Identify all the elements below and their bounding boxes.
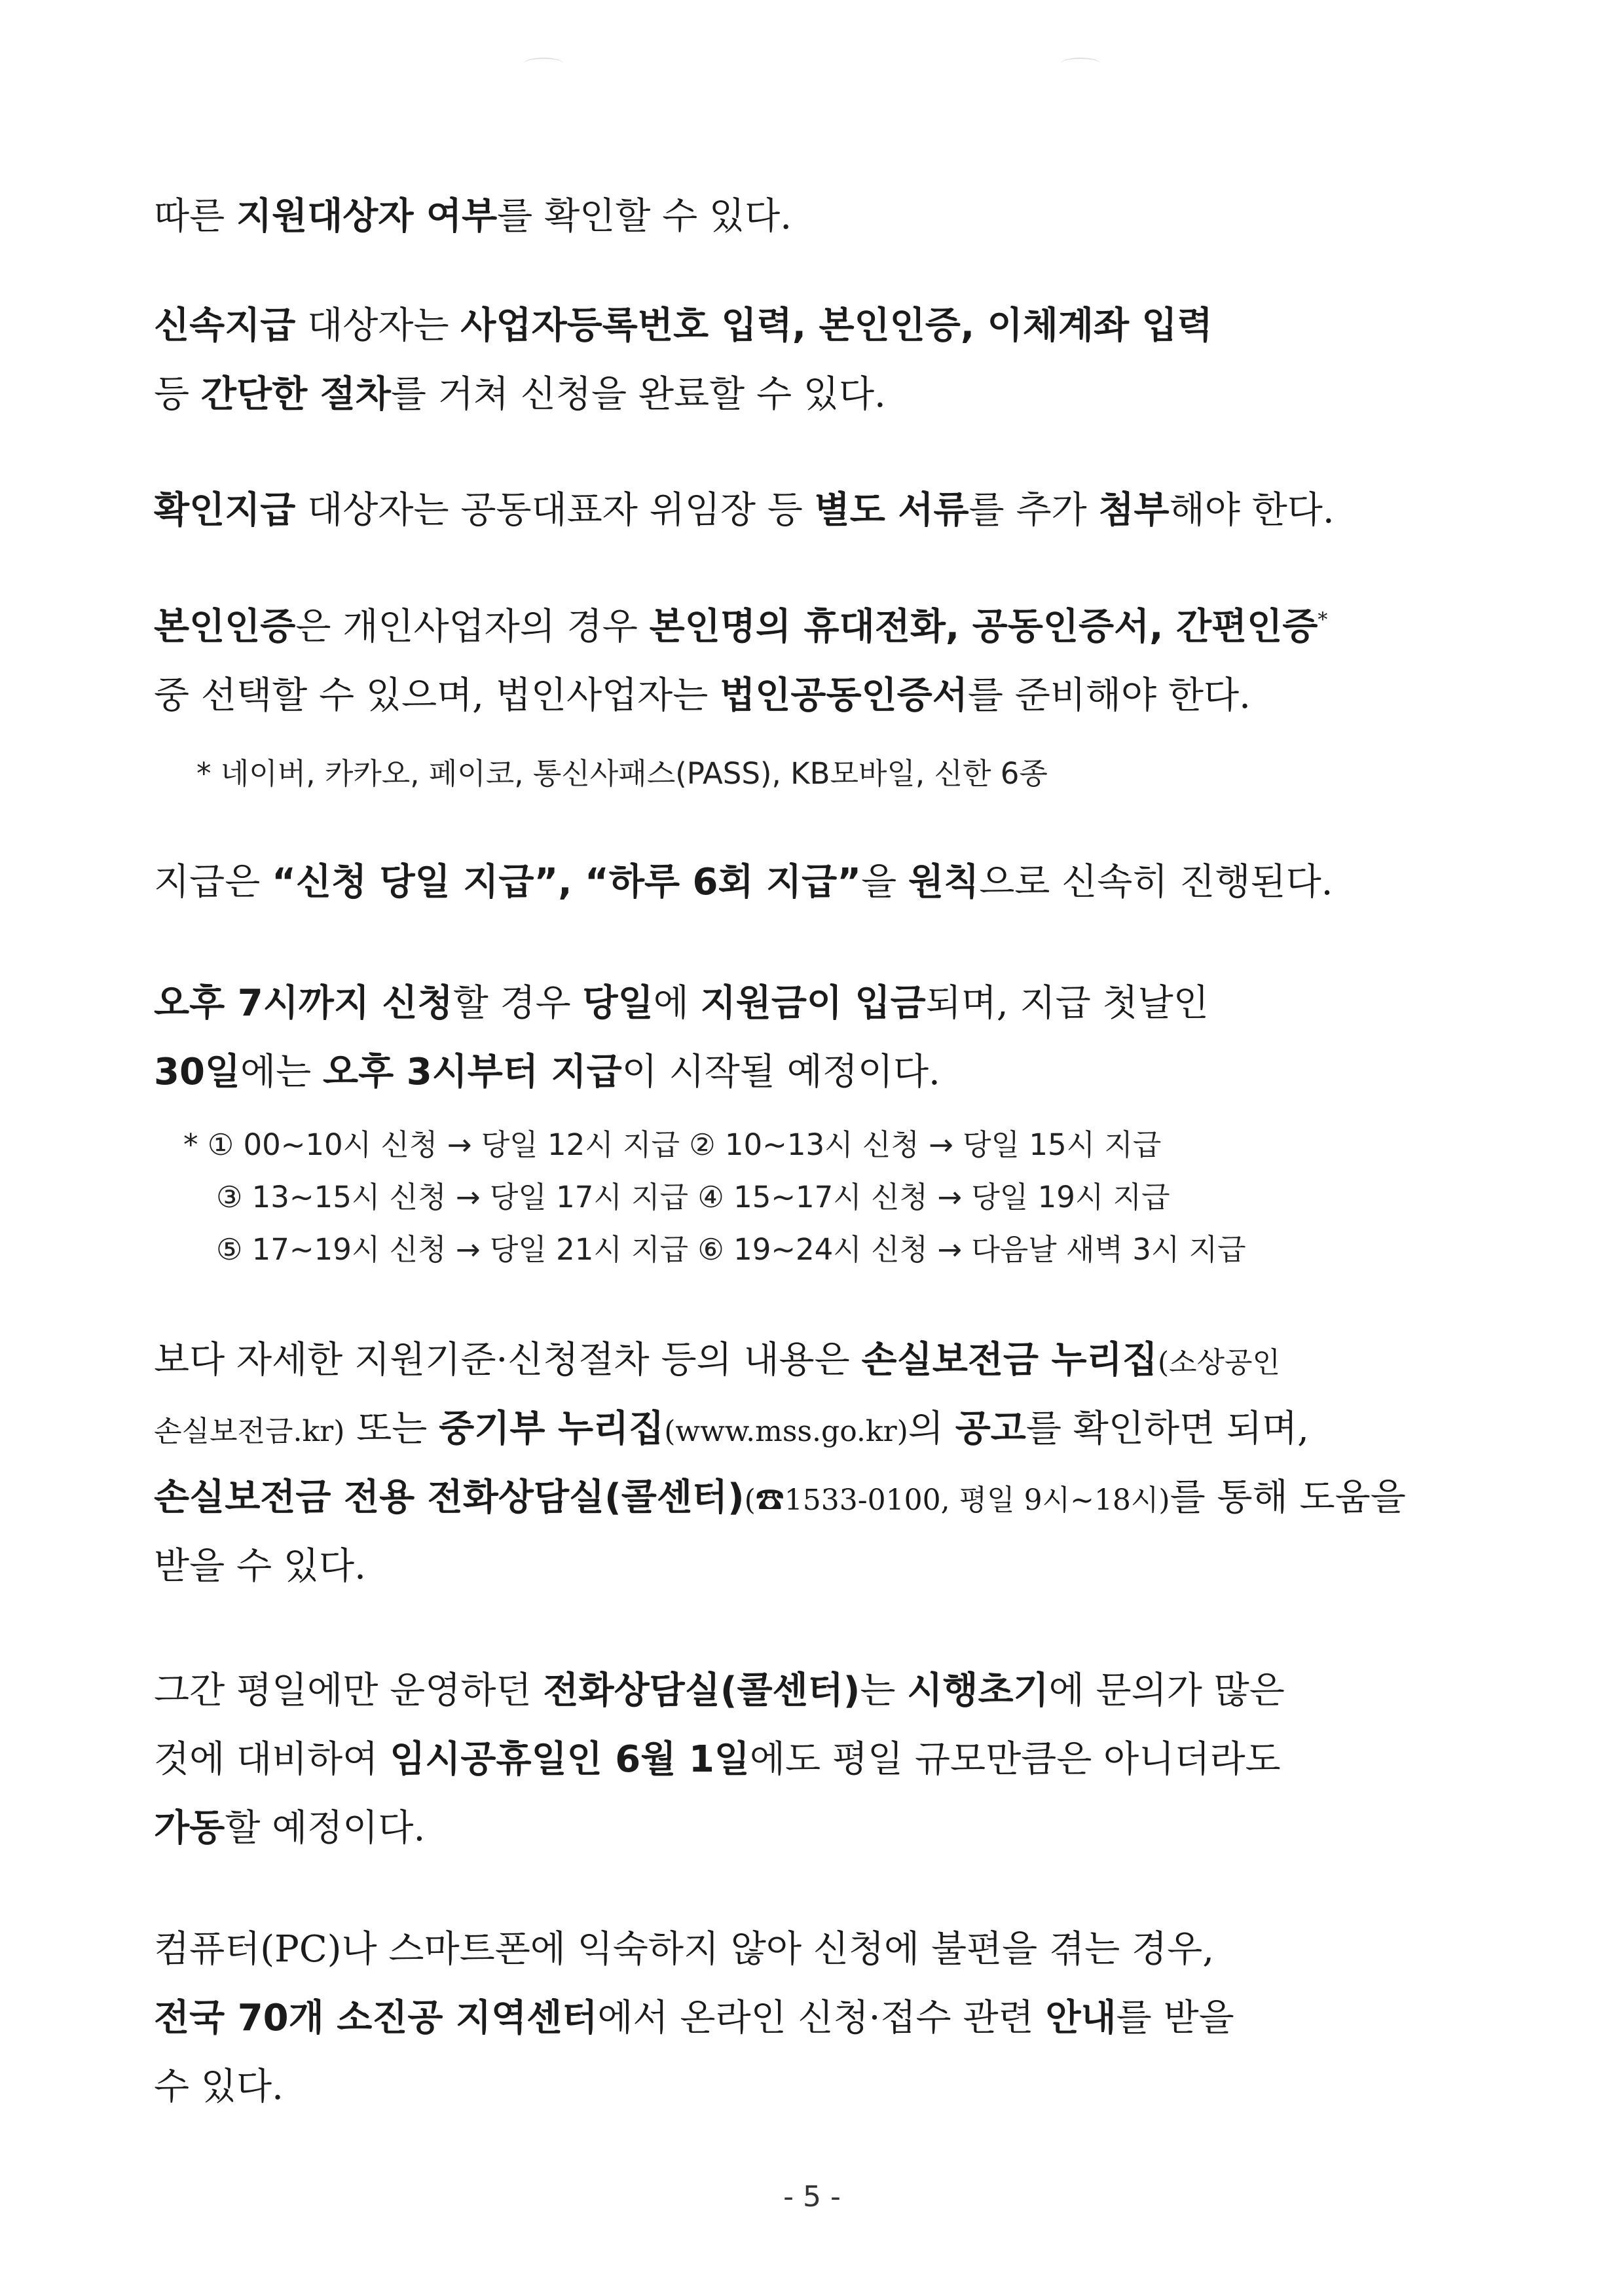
paragraph-line <box>154 360 1470 429</box>
body-text: (www.mss.go.kr) <box>664 1415 908 1448</box>
body-text: 를 확인하면 되며, <box>1025 1408 1309 1450</box>
body-text: 지급은 <box>154 861 272 903</box>
emphasis-text: 오후 7시까지 신청 <box>154 982 453 1025</box>
body-text: 에 <box>653 982 701 1025</box>
body-text: 를 받을 <box>1116 1997 1234 2039</box>
body-text: (☎1533-0100, 평일 9시~18시) <box>744 1484 1170 1517</box>
body-text: 를 확인할 수 있다. <box>497 195 792 238</box>
paragraph-line <box>154 1038 1470 1106</box>
body-text: 할 예정이다. <box>225 1807 426 1850</box>
body-text: 을 <box>861 861 908 903</box>
emphasis-text: 사업자등록번호 입력, 본인인증, 이체계좌 입력 <box>460 304 1213 347</box>
emphasis-text: 간단한 절차 <box>200 373 391 416</box>
emphasis-text: 손실보전금 전용 전화상담실(콜센터) <box>154 1476 745 1519</box>
paragraph-line <box>154 1326 1470 1397</box>
body-text: 중 선택할 수 있으며, 법인사업자는 <box>154 674 720 717</box>
paragraph-line <box>154 1463 1470 1535</box>
emphasis-text: 시행초기 <box>907 1669 1049 1712</box>
body-text: 수 있다. <box>154 2066 284 2108</box>
paragraph-line <box>154 1915 1470 1984</box>
paragraph-line <box>154 848 1470 917</box>
emphasis-text: 당일 <box>582 982 654 1025</box>
body-text: 그간 평일에만 운영하던 <box>154 1669 544 1712</box>
paragraph-line <box>154 1725 1470 1794</box>
emphasis-text: 가동 <box>154 1807 225 1850</box>
body-text: 등 <box>154 373 201 416</box>
body-text: 것에 대비하여 <box>154 1738 390 1781</box>
schedule-note: ⑤ 17~19시 신청 → 당일 21시 지급 ⑥ 19~24시 신청 → 다음날 새벽 3시 지급 <box>216 1232 1246 1267</box>
body-text: 에 문의가 많은 <box>1048 1669 1285 1712</box>
footnote: * 네이버, 카카오, 페이코, 통신사패스(PASS), KB모바일, 신한 6종 <box>196 756 1048 791</box>
paragraph-line <box>154 1794 1470 1863</box>
emphasis-text: 손실보전금 누리집 <box>861 1339 1158 1381</box>
body-text: 받을 수 있다. <box>154 1545 366 1588</box>
body-text: 에도 평일 규모만큼은 아니더라도 <box>749 1738 1281 1781</box>
paragraph-line <box>154 1532 1470 1601</box>
schedule-note: * ① 00~10시 신청 → 당일 12시 지급 ② 10~13시 신청 → 당일 15시 지급 <box>183 1127 1162 1162</box>
schedule-note: ③ 13~15시 신청 → 당일 17시 지급 ④ 15~17시 신청 → 당일 19시 지급 <box>216 1180 1170 1214</box>
paragraph-line <box>154 2052 1470 2121</box>
emphasis-text: 지원금이 입금 <box>700 982 926 1025</box>
body-text: 를 거쳐 신청을 완료할 수 있다. <box>390 373 886 416</box>
body-text: 또는 <box>344 1408 439 1450</box>
emphasis-text: 확인지급 <box>154 489 296 532</box>
paragraph-line <box>154 1984 1470 2052</box>
emphasis-text: 지원대상자 여부 <box>236 195 498 238</box>
paragraph-line <box>154 592 1470 661</box>
body-text: 는 <box>860 1669 908 1712</box>
emphasis-text: 오후 3시부터 지급 <box>323 1051 622 1093</box>
emphasis-text: 본인인증 <box>154 606 296 648</box>
body-text: 를 통해 도움을 <box>1170 1476 1406 1519</box>
emphasis-text: 신속지급 <box>154 304 296 347</box>
scan-mark <box>1061 58 1100 69</box>
emphasis-text: 별도 서류 <box>814 489 969 532</box>
body-text: 를 추가 <box>969 489 1099 532</box>
paragraph-line <box>154 476 1470 545</box>
body-text: 보다 자세한 지원기준·신청절차 등의 내용은 <box>154 1339 862 1381</box>
body-text: 를 준비해야 한다. <box>967 674 1251 717</box>
body-text: 할 경우 <box>452 982 583 1025</box>
paragraph-line <box>154 182 1470 251</box>
scan-mark <box>524 58 563 69</box>
body-text: 의 <box>908 1408 955 1450</box>
body-text: 은 개인사업자의 경우 <box>295 606 650 648</box>
body-text: 이 시작될 예정이다. <box>621 1051 940 1093</box>
emphasis-text: 안내 <box>1045 1997 1116 2039</box>
paragraph-line <box>154 969 1470 1038</box>
emphasis-text: 법인공동인증서 <box>720 674 968 717</box>
body-text: 손실보전금.kr) <box>154 1415 345 1448</box>
emphasis-text: 전국 70개 소진공 지역센터 <box>154 1997 598 2039</box>
body-text: 컴퓨터(PC)나 스마트폰에 익숙하지 않아 신청에 불편을 겪는 경우, <box>154 1928 1215 1971</box>
emphasis-text: 전화상담실(콜센터) <box>543 1669 860 1712</box>
emphasis-text: “신청 당일 지급”, “하루 6회 지급” <box>272 861 862 903</box>
emphasis-text: 30일 <box>154 1051 241 1093</box>
body-text: * <box>1318 608 1328 632</box>
emphasis-text: 원칙 <box>908 861 980 903</box>
body-text: 따른 <box>154 195 236 238</box>
emphasis-text: 중기부 누리집 <box>439 1408 665 1450</box>
paragraph-line <box>154 291 1470 360</box>
body-text: 에는 <box>240 1051 323 1093</box>
paragraph-line <box>154 1394 1470 1466</box>
body-text: 되며, 지급 첫날인 <box>925 982 1209 1025</box>
page-number: - 5 - <box>783 2180 841 2214</box>
body-text: (소상공인 <box>1157 1346 1280 1379</box>
emphasis-text: 첨부 <box>1098 489 1170 532</box>
body-text: 해야 한다. <box>1169 489 1335 532</box>
body-text: 대상자는 공동대표자 위임장 등 <box>295 489 815 532</box>
body-text: 대상자는 <box>295 304 461 347</box>
emphasis-text: 공고 <box>955 1408 1026 1450</box>
body-text: 으로 신속히 진행된다. <box>979 861 1333 903</box>
emphasis-text: 본인명의 휴대전화, 공동인증서, 간편인증 <box>649 606 1318 648</box>
paragraph-line <box>154 661 1470 730</box>
emphasis-text: 임시공휴일인 6월 1일 <box>390 1738 750 1781</box>
paragraph-line <box>154 1656 1470 1725</box>
body-text: 에서 온라인 신청·접수 관련 <box>597 1997 1046 2039</box>
